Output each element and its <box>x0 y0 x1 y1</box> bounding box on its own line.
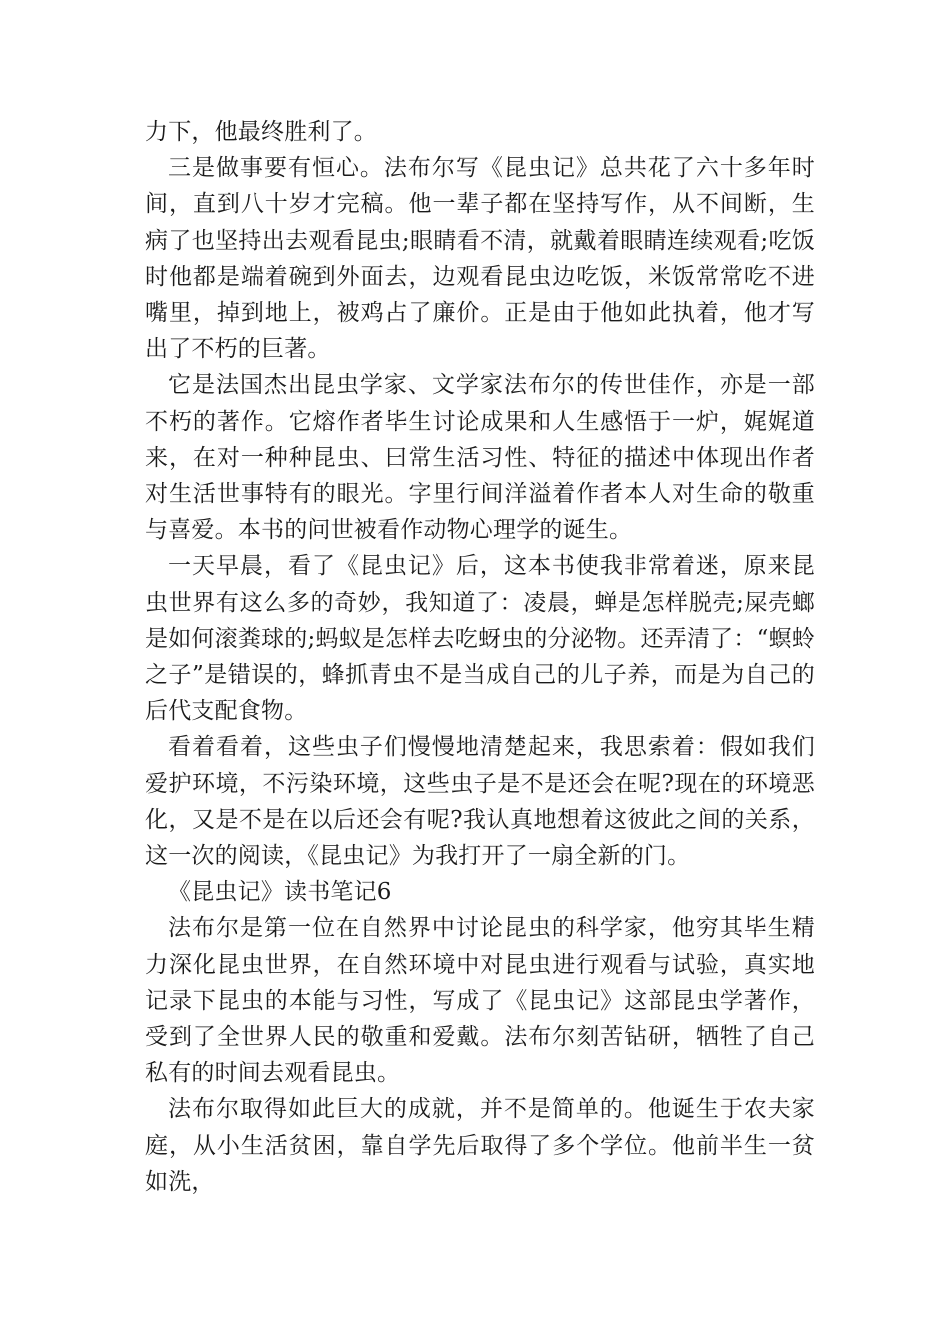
paragraph-continuation: 力下，他最终胜利了。 <box>145 119 377 145</box>
paragraph-morning-reading: 一天早晨，看了《昆虫记》后，这本书使我非常着迷，原来昆虫世界有这么多的奇妙，我知道了：凌晨，蝉是怎样脱壳;屎壳螂是如何滚粪球的;蚂蚁是怎样去吃蚜虫的分泌物。还弄清了：“螟蛉之子”是错误的，蜂抓青虫不是当成自己的儿子养，而是为自己的后代支配食物。 <box>145 553 815 725</box>
paragraph-environment: 看着看着，这些虫子们慢慢地清楚起来，我思索着：假如我们爱护环境，不污染环境，这些虫子是不是还会在呢?现在的环境恶化，又是不是在以后还会有呢?我认真地想着这彼此之间的关系，这一次的阅读，《昆虫记》为我打开了一扇全新的门。 <box>145 734 815 870</box>
paragraph-book-intro: 它是法国杰出昆虫学家、文学家法布尔的传世佳作，亦是一部不朽的著作。它熔作者毕生讨论成果和人生感悟于一炉，娓娓道来，在对一种种昆虫、曰常生活习性、特征的描述中体现出作者对生活世事特有的眼光。字里行间洋溢着作者本人对生命的敬重与喜爱。本书的问世被看作动物心理学的诞生。 <box>145 372 815 544</box>
paragraph-perseverance: 三是做事要有恒心。法布尔写《昆虫记》总共花了六十多年时间，直到八十岁才完稿。他一辈子都在坚持写作，从不间断，生病了也坚持出去观看昆虫;眼睛看不清，就戴着眼睛连续观看;吃饭时他都是端着碗到外面去，边观看昆虫边吃饭，米饭常常吃不进嘴里，掉到地上，被鸡占了廉价。正是由于他如此执着，他才写出了不朽的巨著。 <box>145 155 815 363</box>
body-text <box>145 114 815 1200</box>
paragraph-fabre-achievement: 法布尔取得如此巨大的成就，并不是简单的。他诞生于农夫家庭，从小生活贫困，靠自学先后取得了多个学位。他前半生一贫如洗， <box>145 1096 815 1195</box>
paragraph-fabre-scientist: 法布尔是第一位在自然界中讨论昆虫的科学家，他穷其毕生精力深化昆虫世界，在自然环境中对昆虫进行观看与试验，真实地记录下昆虫的本能与习性，写成了《昆虫记》这部昆虫学著作，受到了全世界人民的敬重和爱戴。法布尔刻苦钻研，牺牲了自己私有的时间去观看昆虫。 <box>145 915 815 1087</box>
section-heading: 《昆虫记》读书笔记6 <box>168 879 392 906</box>
